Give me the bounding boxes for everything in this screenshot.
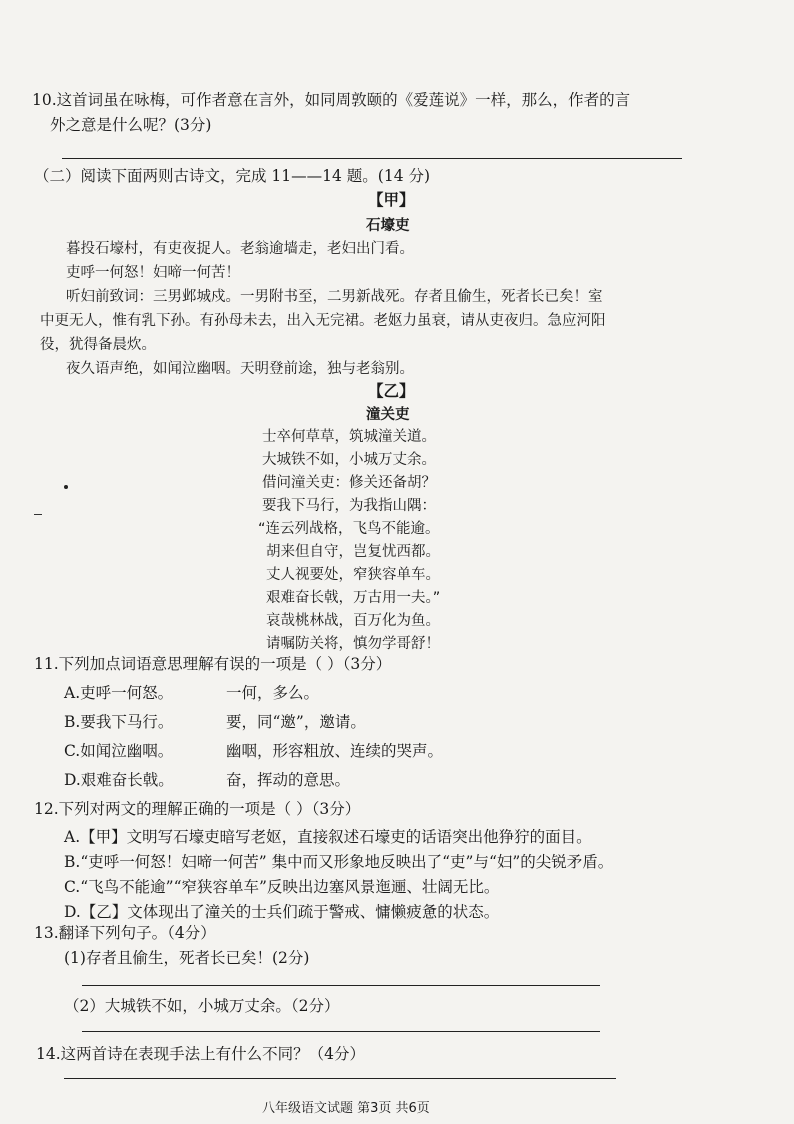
- q11-option-c-meaning: 幽咽，形容粗放、连续的哭声。: [226, 742, 444, 760]
- passage-a-title: 石壕吏: [366, 218, 410, 234]
- answer-line[interactable]: [64, 1078, 616, 1079]
- passage-b-line: 胡来但自守，岂复忧西都。: [266, 544, 440, 560]
- q12-stem: 12.下列对两文的理解正确的一项是（ ）（3分）: [34, 800, 361, 818]
- q14-stem: 14.这两首诗在表现手法上有什么不同？（4分）: [36, 1045, 366, 1063]
- passage-b-line: “连云列战格，飞鸟不能逾。: [258, 521, 440, 537]
- answer-line[interactable]: [62, 158, 682, 159]
- passage-a-line: 役，犹得备晨炊。: [40, 337, 156, 353]
- q10-line2: 外之意是什么呢？(3分): [50, 116, 212, 134]
- q10-line1: 10.这首词虽在咏梅，可作者意在言外，如同周敦颐的《爱莲说》一样，那么，作者的言: [32, 91, 631, 109]
- q11-option-b-meaning: 要，同“邀”，邀请。: [226, 713, 366, 731]
- passage-b-title: 潼关吏: [366, 407, 410, 423]
- answer-line[interactable]: [82, 985, 600, 986]
- passage-a-line: 夜久语声绝，如闻泣幽咽。天明登前途，独与老翁别。: [66, 361, 414, 377]
- q11-option-c[interactable]: C.如闻泣幽咽。: [64, 742, 174, 760]
- q11-stem: 11.下列加点词语意思理解有误的一项是（ ）（3分）: [34, 655, 392, 673]
- q12-option-a[interactable]: A.【甲】文明写石壕吏暗写老妪，直接叙述石壕吏的话语突出他狰狞的面目。: [64, 828, 592, 846]
- scan-mark: [64, 485, 68, 489]
- passage-b-line: 请嘱防关将，慎勿学哥舒！: [266, 636, 440, 652]
- q11-option-b[interactable]: B.要我下马行。: [64, 713, 174, 731]
- q13-item-1: (1)存者且偷生，死者长已矣！(2分): [64, 949, 310, 967]
- q11-option-d-meaning: 奋，挥动的意思。: [226, 771, 351, 789]
- passage-b-line: 艰难奋长戟，万古用一夫。”: [266, 590, 441, 606]
- passage-b-line: 要我下马行，为我指山隅：: [262, 498, 436, 514]
- passage-b-line: 士卒何草草，筑城潼关道。: [262, 429, 436, 445]
- q12-option-c[interactable]: C.“飞鸟不能逾”“窄狭容单车”反映出边塞风景迤逦、壮阔无比。: [64, 878, 500, 896]
- passage-a-line: 吏呼一何怒！妇啼一何苦！: [66, 265, 240, 281]
- passage-b-line: 借问潼关吏：修关还备胡？: [262, 475, 436, 491]
- q13-stem: 13.翻译下列句子。（4分）: [34, 924, 216, 942]
- passage-b-line: 丈人视要处，窄狭容单车。: [266, 567, 440, 583]
- page-footer: 八年级语文试题 第3页 共6页: [262, 1101, 430, 1116]
- scan-mark: [34, 514, 42, 515]
- passage-a-line: 中更无人，惟有乳下孙。有孙母未去，出入无完裙。老妪力虽衰，请从吏夜归。急应河阳: [40, 313, 606, 329]
- section-heading: （二）阅读下面两则古诗文，完成 11——14 题。(14 分): [34, 167, 431, 185]
- passage-a-label: 【甲】: [368, 190, 415, 209]
- passage-b-label: 【乙】: [368, 381, 415, 400]
- q11-option-a-meaning: 一何，多么。: [226, 684, 320, 702]
- passage-a-line: 暮投石壕村，有吏夜捉人。老翁逾墙走，老妇出门看。: [66, 241, 414, 257]
- answer-line[interactable]: [82, 1031, 600, 1032]
- q12-option-d[interactable]: D.【乙】文体现出了潼关的士兵们疏于警戒、慵懒疲惫的状态。: [64, 903, 500, 921]
- q11-option-a[interactable]: A.吏呼一何怒。: [64, 684, 174, 702]
- passage-b-line: 哀哉桃林战，百万化为鱼。: [266, 613, 440, 629]
- q13-item-2: （2）大城铁不如，小城万丈余。（2分）: [64, 997, 340, 1015]
- q12-option-b[interactable]: B.“吏呼一何怒！妇啼一何苦” 集中而又形象地反映出了“吏”与“妇”的尖锐矛盾。: [64, 853, 614, 871]
- passage-b-line: 大城铁不如，小城万丈余。: [262, 452, 436, 468]
- q11-option-d[interactable]: D.艰难奋长戟。: [64, 771, 174, 789]
- passage-a-line: 听妇前致词：三男邺城戍。一男附书至，二男新战死。存者且偷生，死者长已矣！室: [66, 289, 603, 305]
